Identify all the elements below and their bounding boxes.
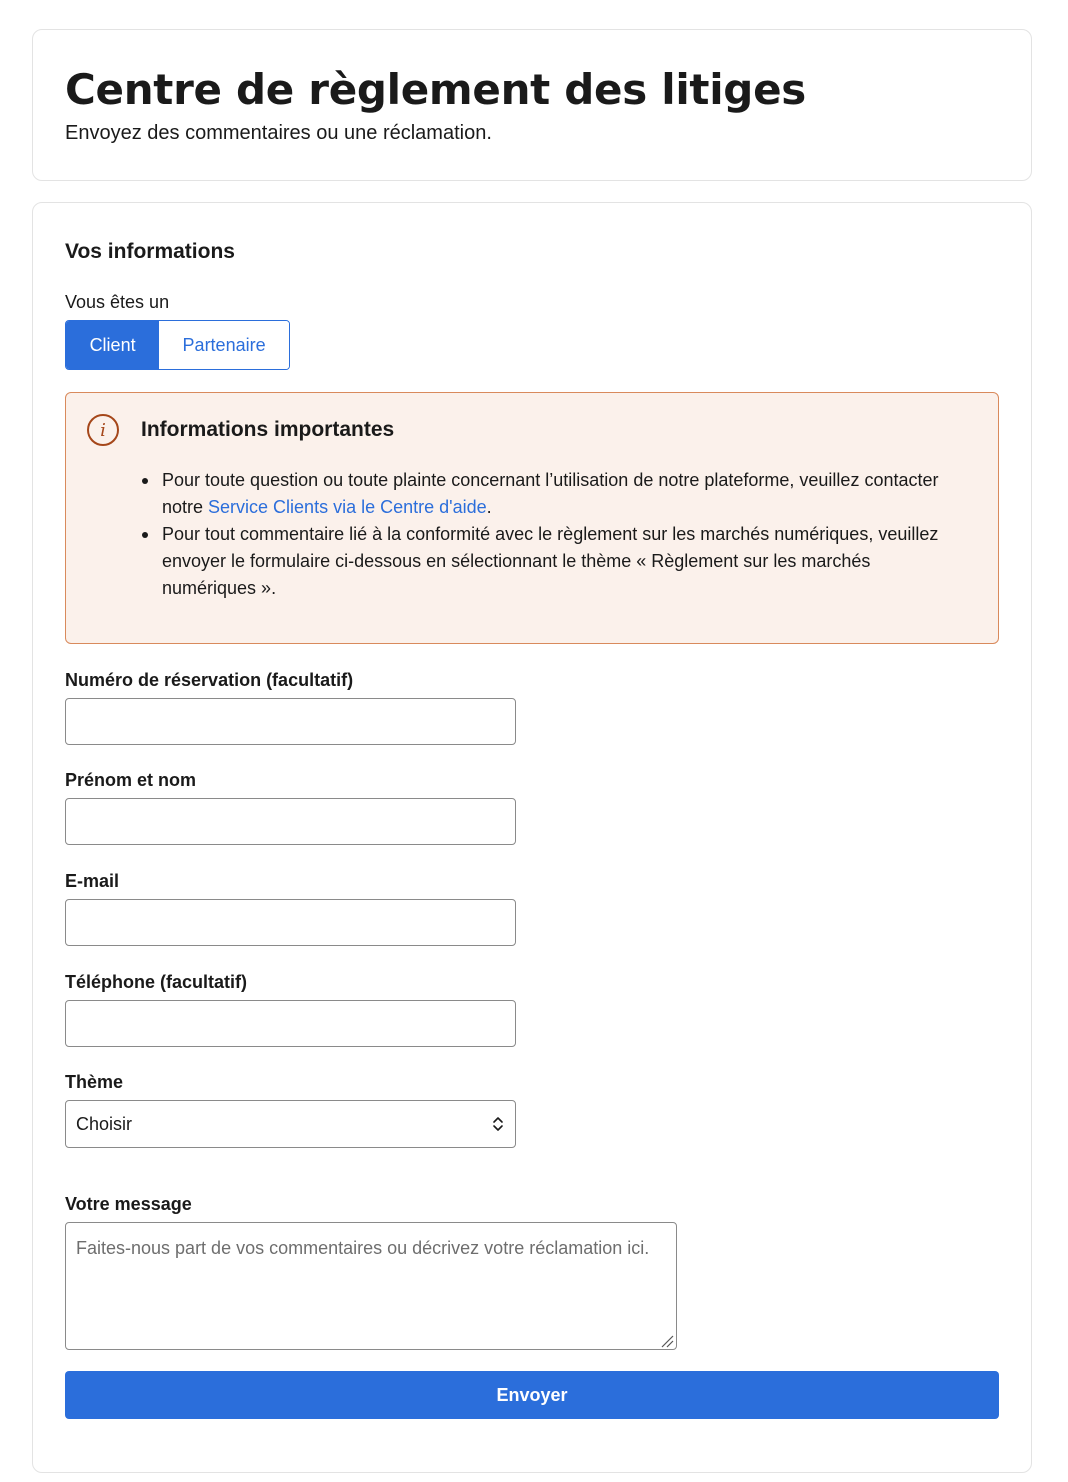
role-client-button[interactable]: Client [66, 321, 159, 369]
booking-number-label: Numéro de réservation (facultatif) [65, 670, 354, 690]
info-item [162, 467, 962, 521]
info-icon: i [87, 414, 119, 446]
role-partner-button[interactable]: Partenaire [159, 321, 289, 369]
chevron-up-down-icon [491, 1115, 505, 1133]
email-label: E-mail [65, 871, 120, 891]
booking-number-input[interactable] [65, 698, 516, 745]
resize-handle-icon[interactable] [660, 1334, 674, 1348]
page-title: Centre de règlement des litiges [65, 65, 806, 114]
phone-label: Téléphone (facultatif) [65, 972, 248, 992]
submit-button[interactable]: Envoyer [65, 1371, 999, 1419]
theme-select[interactable] [65, 1100, 516, 1148]
message-textarea[interactable] [65, 1222, 677, 1350]
role-toggle [65, 320, 290, 370]
header-card [32, 29, 1032, 181]
page-subtitle: Envoyez des commentaires ou une réclamation. [65, 122, 492, 144]
role-label: Vous êtes un [65, 292, 170, 312]
message-label: Votre message [65, 1194, 192, 1214]
info-list [162, 467, 962, 602]
full-name-input[interactable] [65, 798, 516, 845]
info-item-text-end: . [486, 497, 492, 517]
info-title: Informations importantes [141, 418, 395, 441]
help-center-link[interactable]: Service Clients via le Centre d'aide [208, 497, 487, 517]
phone-input[interactable] [65, 1000, 516, 1047]
info-item-text: Pour toute question ou toute plainte concernant l’utilisation de notre plateforme, veuillez contacter notre [162, 470, 939, 517]
info-box [65, 392, 999, 644]
info-item [162, 521, 962, 602]
full-name-label: Prénom et nom [65, 770, 197, 790]
form-card [32, 202, 1032, 1473]
section-title: Vos informations [65, 240, 235, 263]
theme-label: Thème [65, 1072, 124, 1092]
email-input[interactable] [65, 899, 516, 946]
info-item-text: Pour tout commentaire lié à la conformité avec le règlement sur les marchés numériques, veuillez envoyer le formulaire ci-dessous en sélectionnant le thème « Règlement sur les marchés numériques ». [162, 524, 939, 598]
theme-select-value: Choisir [76, 1113, 133, 1134]
